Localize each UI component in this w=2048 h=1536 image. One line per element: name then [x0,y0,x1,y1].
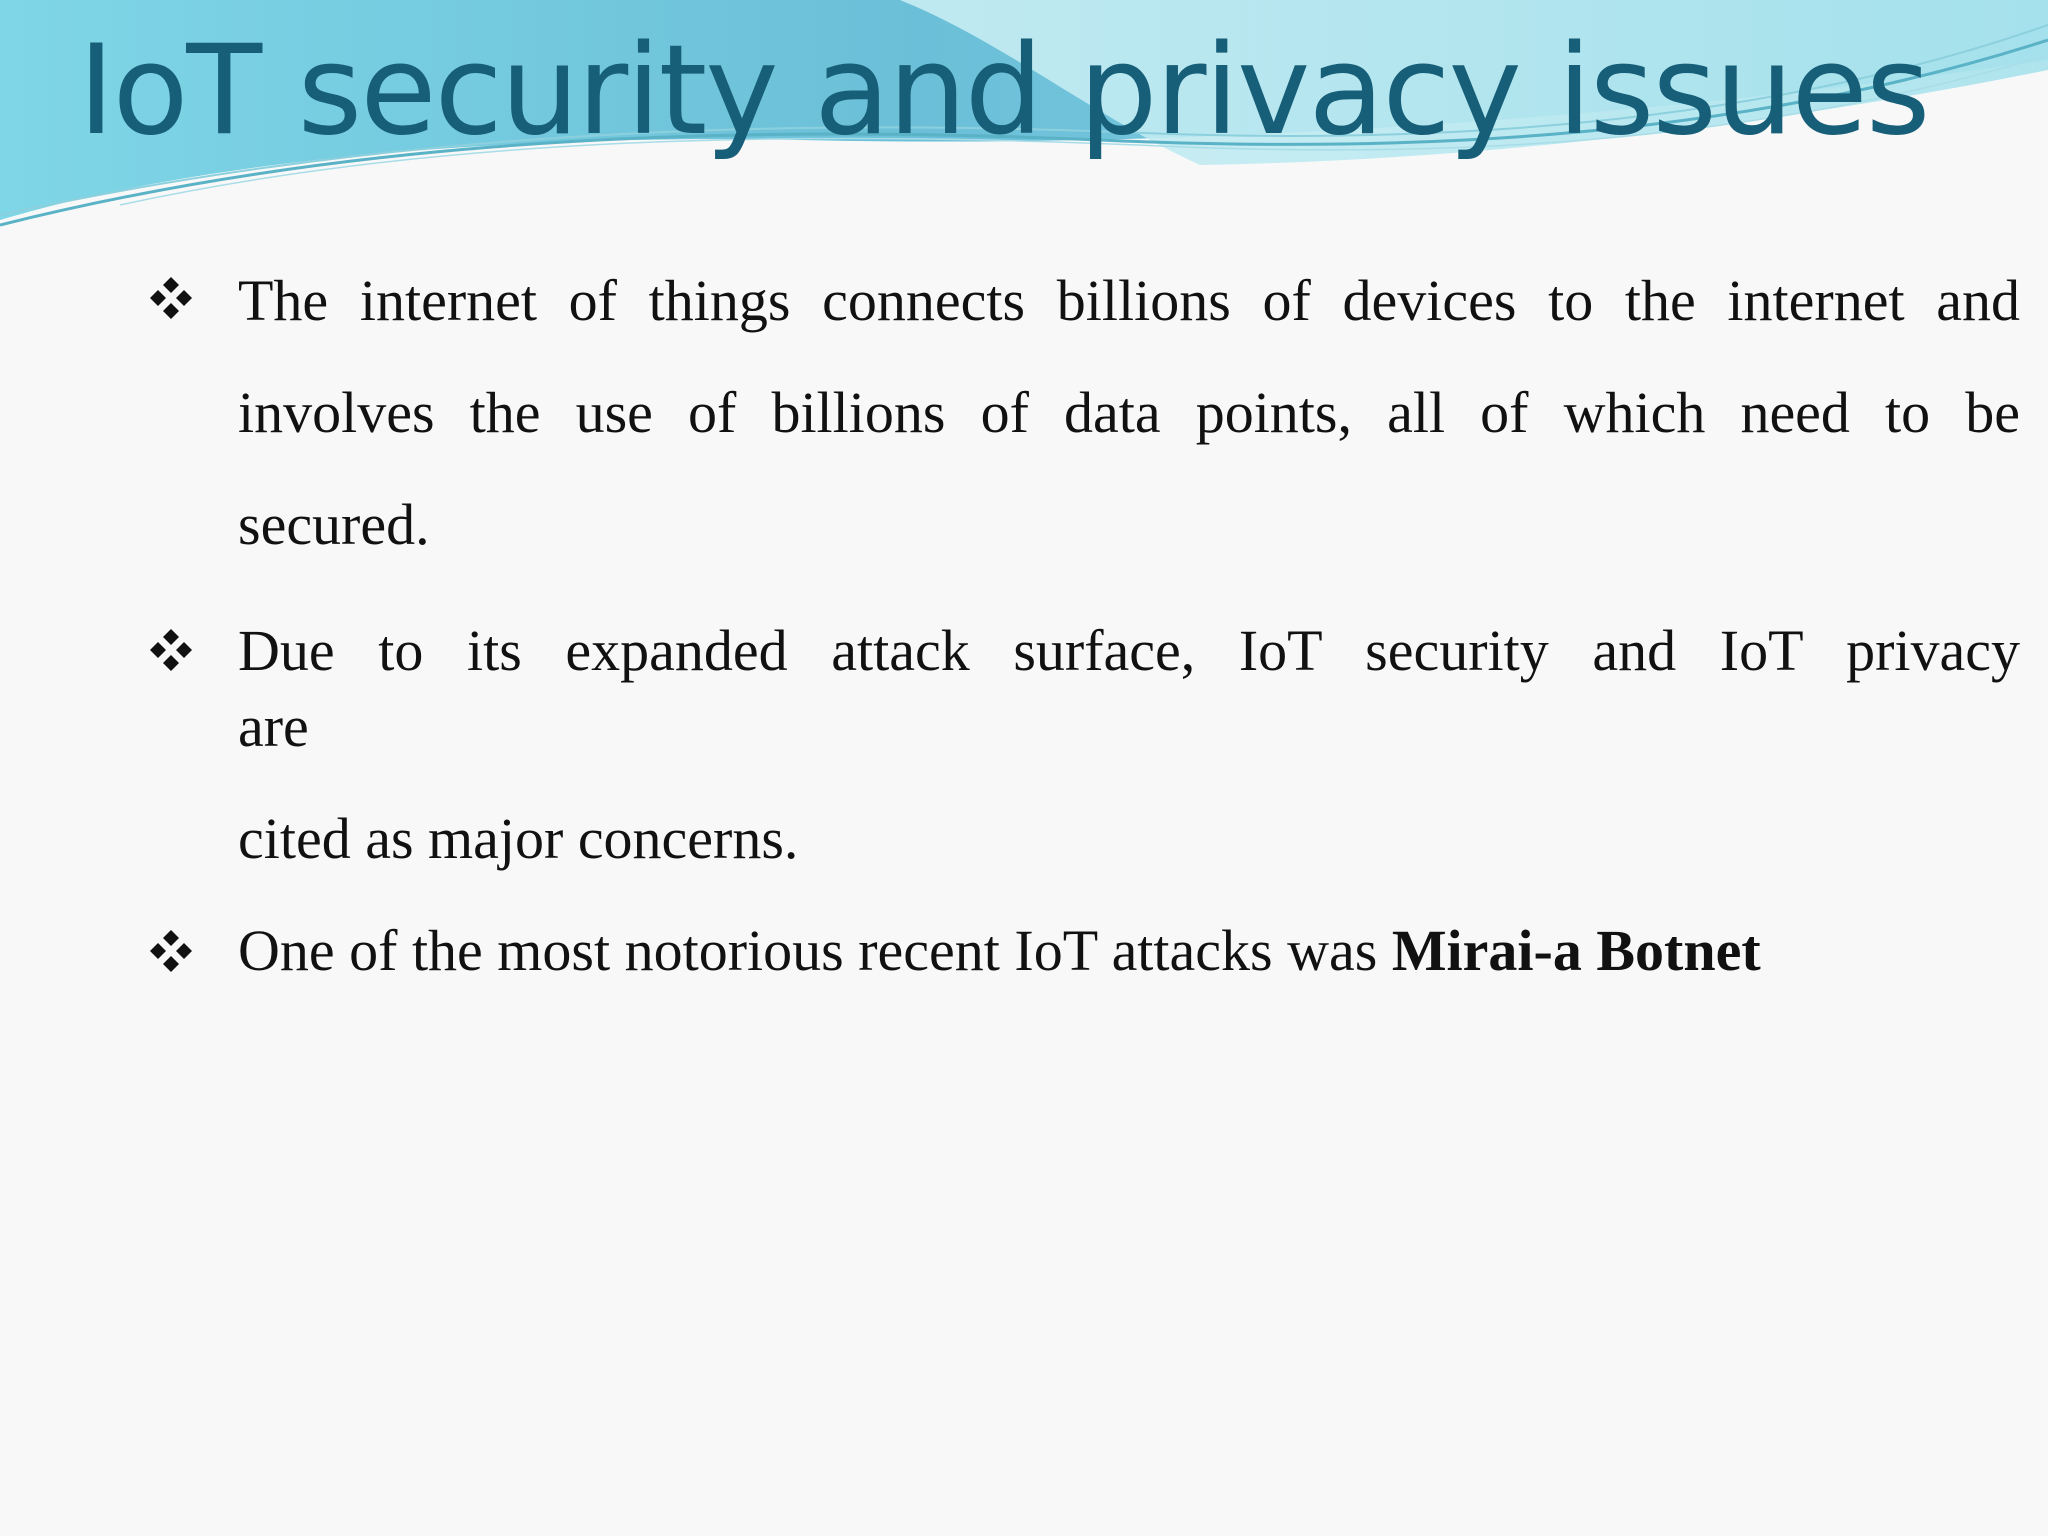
bullet-1-line-3: secured. [238,492,430,557]
four-diamond-bullet-icon [148,627,194,673]
bullet-3-text: One of the most notorious recent IoT attacks was [238,918,1392,983]
bullet-2-line-1: Due to its expanded attack surface, IoT security and IoT privacy [238,618,2020,683]
bullet-2-line-3: cited as major concerns. [238,806,799,871]
slide-title: IoT security and privacy issues [78,19,1929,163]
bullet-3-line [238,918,2020,984]
bullet-1-line-2: involves the use of billions of data points, all of which need to be [238,380,2020,445]
four-diamond-bullet-icon [148,928,194,974]
bullet-1-line-1: The internet of things connects billions of devices to the internet and [238,268,2020,333]
bullet-3-emphasis: Mirai-a Botnet [1391,918,1761,983]
four-diamond-bullet-icon [148,275,194,321]
bullet-2-line-2: are [238,694,309,759]
